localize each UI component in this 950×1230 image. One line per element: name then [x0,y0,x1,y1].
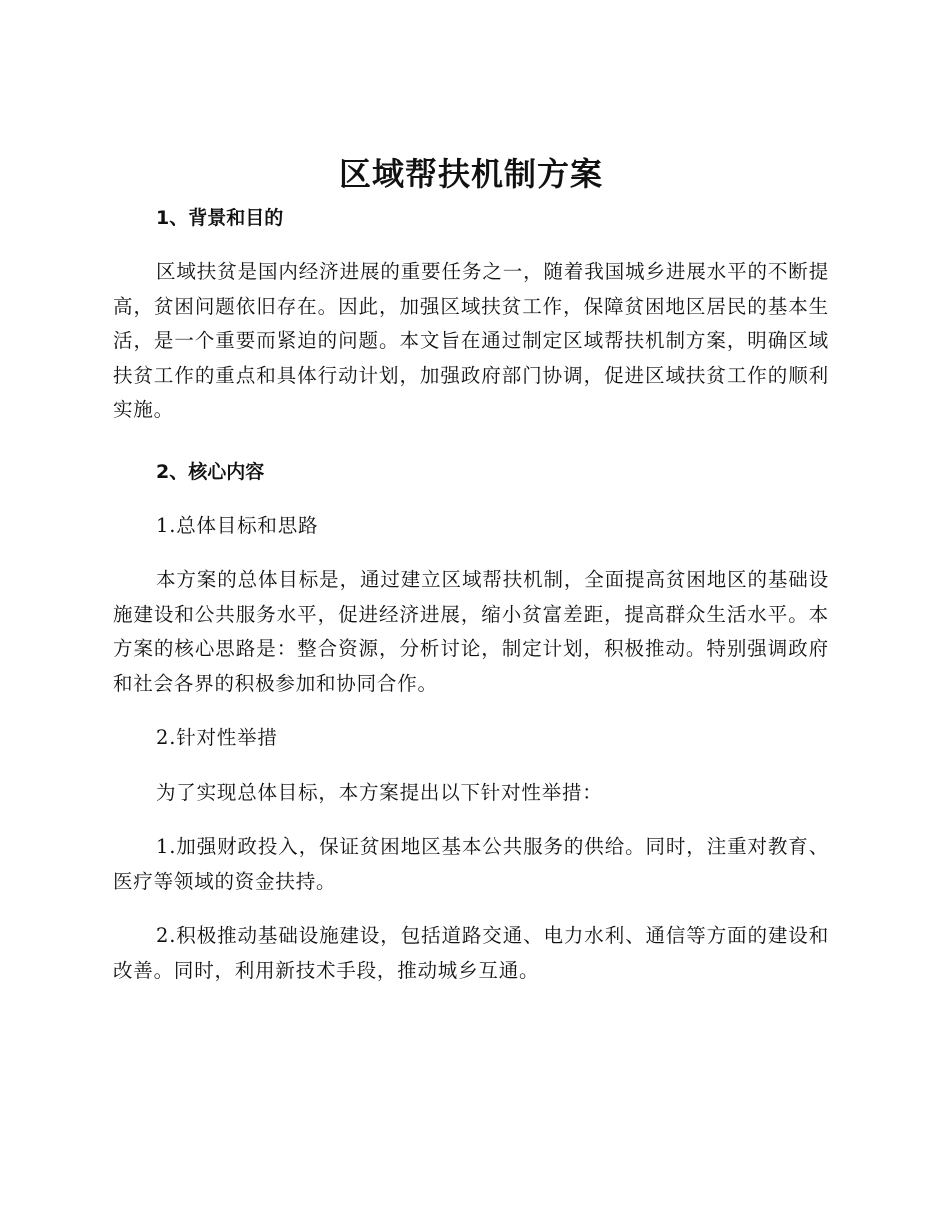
paragraph-measures-intro: 为了实现总体目标，本方案提出以下针对性举措： [156,780,603,804]
document-body [113,152,829,988]
list-item-measure-1: 1.加强财政投入，保证贫困地区基本公共服务的供给。同时，注重对教育、医疗等领域的资金扶持。 [113,835,829,893]
section-heading-background: 1、背景和目的 [156,207,284,229]
document-title: 区域帮扶机制方案 [338,155,603,193]
subheading-targeted-measures: 2.针对性举措 [156,726,278,749]
paragraph-background: 区域扶贫是国内经济进展的重要任务之一，随着我国城乡进展水平的不断提高，贫困问题依旧存在。因此，加强区域扶贫工作，保障贫困地区居民的基本生活，是一个重要而紧迫的问题。本文旨在通过制定区域帮扶机制方案，明确区域扶贫工作的重点和具体行动计划，加强政府部门协调，促进区域扶贫工作的顺利实施。 [113,260,829,421]
list-item-measure-2: 2.积极推动基础设施建设，包括道路交通、电力水利、通信等方面的建设和改善。同时，利用新技术手段，推动城乡互通。 [113,924,829,982]
subheading-overall-goals: 1.总体目标和思路 [156,513,319,537]
section-heading-core-content: 2、核心内容 [156,460,265,483]
paragraph-overall-goals: 本方案的总体目标是，通过建立区域帮扶机制，全面提高贫困地区的基础设施建设和公共服务水平，促进经济进展，缩小贫富差距，提高群众生活水平。本方案的核心思路是：整合资源，分析讨论，制定计划，积极推动。特别强调政府和社会各界的积极参加和协同合作。 [113,568,829,695]
